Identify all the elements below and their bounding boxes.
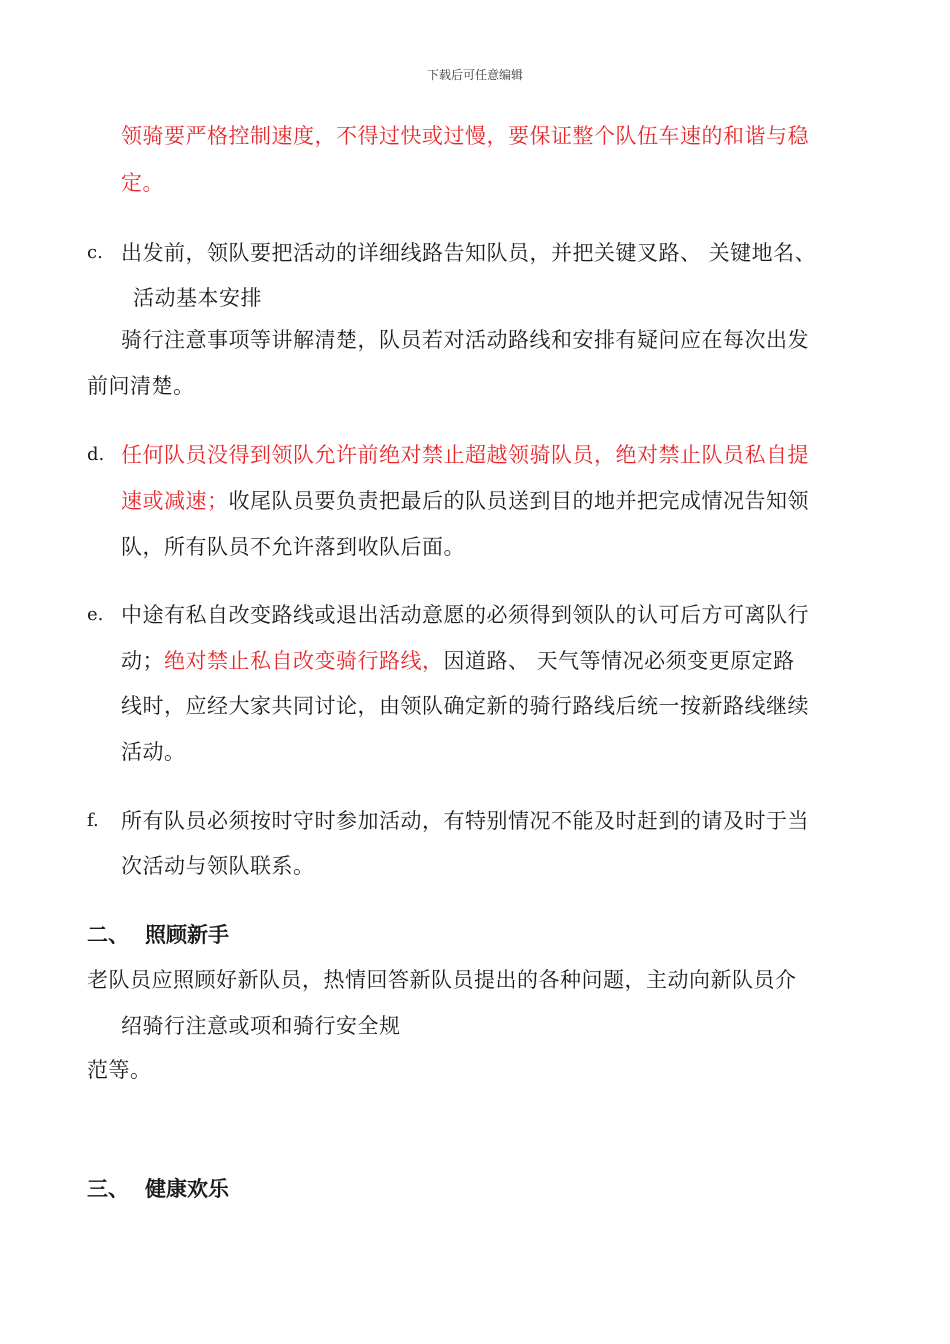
item-c-line-2: 活动基本安排: [133, 286, 262, 310]
item-d-line-2: [121, 486, 809, 516]
section-2-line-2: 绍骑行注意或项和骑行安全规: [121, 1014, 401, 1038]
item-f-marker: f.: [87, 810, 99, 831]
page-header: 下载后可任意编辑: [426, 68, 523, 82]
section-2-number: 二、: [87, 923, 129, 947]
block-b-line-2: 定。: [121, 171, 164, 195]
item-e-line-1: 中途有私自改变路线或退出活动意愿的必须得到领队的认可后方可离队行: [121, 603, 809, 627]
item-c-line-3: 骑行注意事项等讲解清楚，队员若对活动路线和安排有疑问应在每次出发: [121, 328, 809, 352]
item-e-line-3: 线时，应经大家共同讨论，由领队确定新的骑行路线后统一按新路线继续: [121, 694, 809, 718]
item-d-marker: d.: [87, 444, 105, 465]
item-e-line-2-red: 绝对禁止私自改变骑行路线，: [164, 649, 444, 673]
section-3-number: 三、: [87, 1177, 129, 1201]
item-d-line-1: 任何队员没得到领队允许前绝对禁止超越领骑队员，绝对禁止队员私自提: [121, 443, 809, 467]
item-c-line-1: 出发前，领队要把活动的详细线路告知队员，并把关键叉路、 关键地名、: [121, 241, 817, 265]
section-2-line-3: 范等。: [87, 1058, 152, 1082]
item-c-marker: c.: [87, 242, 103, 263]
item-f-line-1: 所有队员必须按时守时参加活动，有特别情况不能及时赶到的请及时于当: [121, 809, 809, 833]
item-d-line-3: 队，所有队员不允许落到收队后面。: [121, 535, 465, 559]
item-e-marker: e.: [87, 604, 104, 625]
section-3-title: 健康欢乐: [145, 1177, 229, 1201]
item-e-line-2-black-a: 动；: [121, 649, 164, 673]
item-d-line-2-black: 收尾队员要负责把最后的队员送到目的地并把完成情况告知领: [228, 489, 809, 513]
item-f-line-2: 次活动与领队联系。: [121, 854, 315, 878]
item-c-line-4: 前问清楚。: [87, 374, 195, 398]
item-e-line-2-black-b: 因道路、 天气等情况必须变更原定路: [443, 649, 795, 673]
section-2-line-1: 老队员应照顾好新队员，热情回答新队员提出的各种问题，主动向新队员介: [87, 968, 797, 992]
section-2-title: 照顾新手: [145, 923, 229, 947]
item-d-line-2-red: 速或减速；: [121, 489, 229, 513]
block-b-line-1: 领骑要严格控制速度，不得过快或过慢，要保证整个队伍车速的和谐与稳: [121, 124, 809, 148]
item-e-line-4: 活动。: [121, 740, 186, 764]
item-e-line-2: [121, 646, 795, 676]
